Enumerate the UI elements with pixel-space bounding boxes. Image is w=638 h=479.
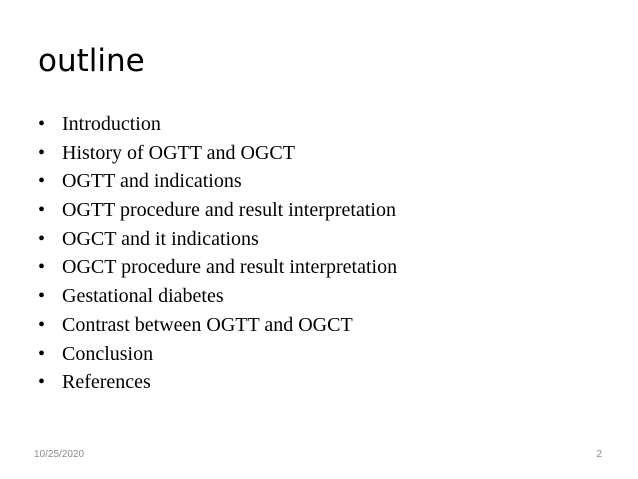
list-item-text: OGCT procedure and result interpretation: [62, 256, 398, 279]
bullet-icon: •: [38, 113, 46, 135]
list-item: [38, 167, 397, 196]
bullet-icon: •: [38, 170, 46, 193]
list-item-text: Conclusion: [62, 342, 154, 365]
bullet-icon: •: [38, 313, 46, 336]
list-item-text: History of OGTT and OGCT: [62, 141, 295, 164]
page-number: 2: [596, 449, 602, 460]
bullet-icon: •: [38, 141, 46, 164]
list-item-text: OGCT and it indications: [62, 227, 259, 250]
outline-list: [38, 110, 397, 397]
footer-date: 10/25/2020: [34, 449, 85, 460]
bullet-icon: •: [38, 371, 46, 394]
bullet-icon: •: [38, 342, 46, 365]
bullet-icon: •: [38, 227, 46, 250]
list-item: [38, 311, 397, 340]
list-item-text: OGTT and indications: [62, 170, 242, 193]
list-item: [38, 253, 397, 282]
list-item-text: References: [62, 371, 151, 394]
list-item: [38, 139, 397, 168]
bullet-icon: •: [38, 256, 46, 279]
list-item: [38, 225, 397, 254]
list-item-text: Introduction: [62, 113, 161, 135]
list-item: [38, 368, 397, 397]
slide-title: outline: [38, 43, 145, 79]
list-item: [38, 196, 397, 225]
bullet-icon: •: [38, 285, 46, 308]
list-item-text: OGTT procedure and result interpretation: [62, 199, 396, 222]
list-item-text: Gestational diabetes: [62, 285, 224, 308]
list-item-text: Contrast between OGTT and OGCT: [62, 313, 353, 336]
bullet-icon: •: [38, 199, 46, 222]
list-item: [38, 340, 397, 369]
list-item: [38, 282, 397, 311]
list-item: [38, 110, 397, 139]
